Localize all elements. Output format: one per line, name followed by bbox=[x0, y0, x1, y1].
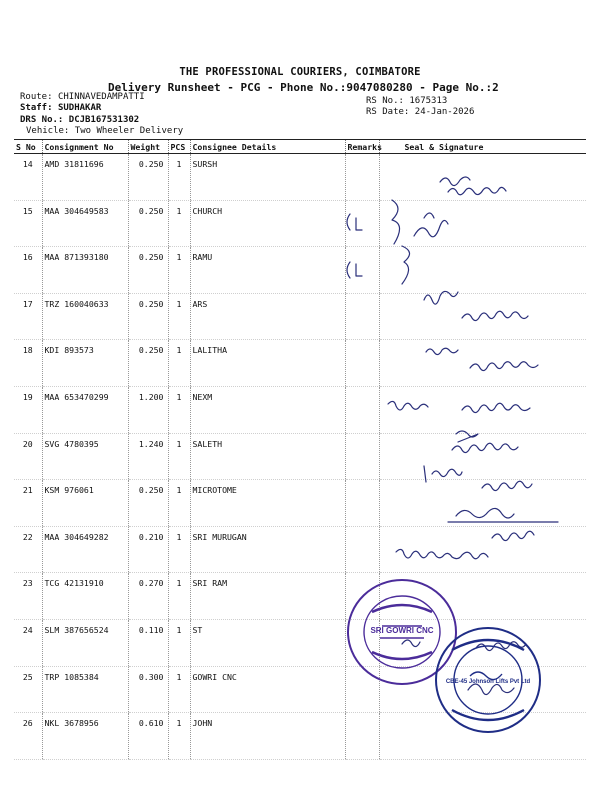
consignee-cell: MICROTOME bbox=[190, 480, 345, 527]
col-weight: Weight bbox=[128, 140, 168, 154]
consignment-cell: TRZ 160040633 bbox=[42, 293, 128, 340]
consignee-cell: ST bbox=[190, 619, 345, 666]
consignee-cell: SURSH bbox=[190, 154, 345, 201]
drs-line bbox=[20, 115, 139, 125]
consignment-cell: MAA 304649583 bbox=[42, 200, 128, 247]
signature-cell bbox=[379, 386, 586, 433]
signature-cell bbox=[379, 200, 586, 247]
staff-line bbox=[20, 103, 101, 113]
signature-cell bbox=[379, 526, 586, 573]
drs-value: DCJB167531302 bbox=[68, 115, 140, 125]
table-row bbox=[14, 154, 586, 201]
sno-cell: 14 bbox=[14, 154, 42, 201]
table-row bbox=[14, 619, 586, 666]
table-row bbox=[14, 573, 586, 620]
table-row bbox=[14, 293, 586, 340]
remarks-cell bbox=[345, 573, 379, 620]
pcs-cell: 1 bbox=[168, 340, 190, 387]
remarks-cell bbox=[345, 526, 379, 573]
vehicle-label: Vehicle: bbox=[26, 126, 70, 136]
company-title: THE PROFESSIONAL COURIERS, COIMBATORE bbox=[179, 66, 421, 78]
vehicle-line bbox=[26, 126, 183, 136]
signature-cell bbox=[379, 666, 586, 713]
signature-cell bbox=[379, 154, 586, 201]
rs-date-value: 24-Jan-2026 bbox=[414, 107, 475, 117]
pcs-cell: 1 bbox=[168, 293, 190, 340]
consignee-cell: CHURCH bbox=[190, 200, 345, 247]
table-row bbox=[14, 433, 586, 480]
rs-date-label: RS Date: bbox=[366, 107, 410, 117]
consignment-cell: AMD 31811696 bbox=[42, 154, 128, 201]
col-consignee: Consignee Details bbox=[190, 140, 345, 154]
staff-label: Staff: bbox=[20, 103, 53, 113]
weight-cell: 0.250 bbox=[128, 200, 168, 247]
purple-stamp-text: SRI GOWRI CNC bbox=[370, 626, 434, 635]
remarks-cell bbox=[345, 619, 379, 666]
remarks-cell bbox=[345, 386, 379, 433]
weight-cell: 0.110 bbox=[128, 619, 168, 666]
col-sno: S No bbox=[14, 140, 42, 154]
remarks-cell bbox=[345, 713, 379, 760]
pcs-cell: 1 bbox=[168, 480, 190, 527]
weight-cell: 0.250 bbox=[128, 340, 168, 387]
consignment-cell: TCG 42131910 bbox=[42, 573, 128, 620]
col-seal-signature: Seal & Signature bbox=[379, 140, 586, 154]
rs-date-line bbox=[366, 107, 474, 117]
pcs-cell: 1 bbox=[168, 200, 190, 247]
weight-cell: 0.300 bbox=[128, 666, 168, 713]
consignee-cell: SRI MURUGAN bbox=[190, 526, 345, 573]
table-row bbox=[14, 200, 586, 247]
staff-value: SUDHAKAR bbox=[57, 103, 102, 113]
pcs-cell: 1 bbox=[168, 433, 190, 480]
pcs-cell: 1 bbox=[168, 573, 190, 620]
sno-cell: 26 bbox=[14, 713, 42, 760]
remarks-cell bbox=[345, 340, 379, 387]
signature-cell bbox=[379, 713, 586, 760]
consignee-cell: LALITHA bbox=[190, 340, 345, 387]
weight-cell: 0.610 bbox=[128, 713, 168, 760]
remarks-cell bbox=[345, 293, 379, 340]
col-pcs: PCS bbox=[168, 140, 190, 154]
weight-cell: 0.270 bbox=[128, 573, 168, 620]
consignment-cell: KSM 976061 bbox=[42, 480, 128, 527]
consignment-cell: TRP 1085384 bbox=[42, 666, 128, 713]
consignee-cell: SRI RAM bbox=[190, 573, 345, 620]
signature-cell bbox=[379, 247, 586, 294]
rs-no-value: 1675313 bbox=[409, 96, 448, 106]
consignment-cell: MAA 653470299 bbox=[42, 386, 128, 433]
signature-cell bbox=[379, 340, 586, 387]
weight-cell: 0.210 bbox=[128, 526, 168, 573]
sno-cell: 18 bbox=[14, 340, 42, 387]
remarks-cell bbox=[345, 480, 379, 527]
consignee-cell: ARS bbox=[190, 293, 345, 340]
signature-cell bbox=[379, 433, 586, 480]
pcs-cell: 1 bbox=[168, 526, 190, 573]
pcs-cell: 1 bbox=[168, 154, 190, 201]
consignee-cell: SALETH bbox=[190, 433, 345, 480]
route-label: Route: bbox=[20, 92, 53, 102]
sno-cell: 25 bbox=[14, 666, 42, 713]
consignment-cell: KDI 893573 bbox=[42, 340, 128, 387]
table-row bbox=[14, 247, 586, 294]
runsheet-table bbox=[14, 139, 586, 760]
pcs-cell: 1 bbox=[168, 619, 190, 666]
weight-cell: 1.240 bbox=[128, 433, 168, 480]
remarks-cell bbox=[345, 247, 379, 294]
weight-cell: 0.250 bbox=[128, 154, 168, 201]
remarks-cell bbox=[345, 433, 379, 480]
col-remarks: Remarks bbox=[345, 140, 379, 154]
table-row bbox=[14, 480, 586, 527]
weight-cell: 1.200 bbox=[128, 386, 168, 433]
remarks-cell bbox=[345, 200, 379, 247]
sno-cell: 22 bbox=[14, 526, 42, 573]
signature-cell bbox=[379, 619, 586, 666]
table-row bbox=[14, 526, 586, 573]
consignment-cell: MAA 304649282 bbox=[42, 526, 128, 573]
weight-cell: 0.250 bbox=[128, 247, 168, 294]
rs-no-line bbox=[366, 96, 447, 106]
sno-cell: 19 bbox=[14, 386, 42, 433]
table-row bbox=[14, 386, 586, 433]
consignment-cell: MAA 871393180 bbox=[42, 247, 128, 294]
consignee-cell: NEXM bbox=[190, 386, 345, 433]
pcs-cell: 1 bbox=[168, 247, 190, 294]
col-consignment: Consignment No bbox=[42, 140, 128, 154]
consignment-cell: NKL 3678956 bbox=[42, 713, 128, 760]
rs-no-label: RS No.: bbox=[366, 96, 404, 106]
table-row bbox=[14, 340, 586, 387]
table-header-row bbox=[14, 140, 586, 154]
blue-stamp-text: CBE-45 Johnson Lifts Pvt Ltd bbox=[445, 679, 531, 685]
signature-cell bbox=[379, 293, 586, 340]
route-line bbox=[20, 92, 145, 102]
sno-cell: 17 bbox=[14, 293, 42, 340]
signature-cell bbox=[379, 573, 586, 620]
consignment-cell: SVG 4780395 bbox=[42, 433, 128, 480]
sno-cell: 20 bbox=[14, 433, 42, 480]
route-value: CHINNAVEDAMPATTI bbox=[57, 92, 145, 102]
vehicle-value: Two Wheeler Delivery bbox=[74, 126, 184, 136]
remarks-cell bbox=[345, 666, 379, 713]
sno-cell: 16 bbox=[14, 247, 42, 294]
table-row bbox=[14, 666, 586, 713]
sno-cell: 24 bbox=[14, 619, 42, 666]
weight-cell: 0.250 bbox=[128, 480, 168, 527]
signature-cell bbox=[379, 480, 586, 527]
consignee-cell: JOHN bbox=[190, 713, 345, 760]
sno-cell: 23 bbox=[14, 573, 42, 620]
runsheet-subtitle: Delivery Runsheet - PCG - Phone No.:9047080280 - Page No.:2 bbox=[108, 81, 499, 94]
sno-cell: 21 bbox=[14, 480, 42, 527]
sno-cell: 15 bbox=[14, 200, 42, 247]
pcs-cell: 1 bbox=[168, 386, 190, 433]
consignee-cell: GOWRI CNC bbox=[190, 666, 345, 713]
remarks-cell bbox=[345, 154, 379, 201]
pcs-cell: 1 bbox=[168, 666, 190, 713]
pcs-cell: 1 bbox=[168, 713, 190, 760]
consignee-cell: RAMU bbox=[190, 247, 345, 294]
consignment-cell: SLM 387656524 bbox=[42, 619, 128, 666]
drs-label: DRS No.: bbox=[20, 115, 64, 125]
weight-cell: 0.250 bbox=[128, 293, 168, 340]
table-row bbox=[14, 713, 586, 760]
